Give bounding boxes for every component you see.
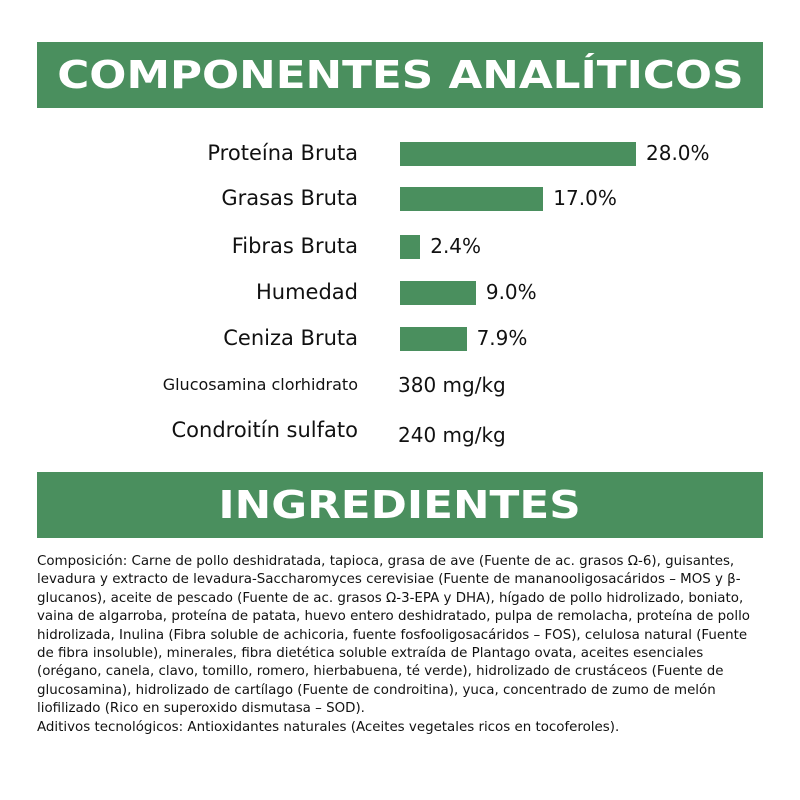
ingredients-banner [37,472,763,538]
bar-value: 17.0% [553,186,617,210]
analytic-components-title: COMPONENTES ANALÍTICOS [56,53,744,97]
bar-value: 9.0% [485,280,537,304]
row-grasas [0,178,800,218]
ingredients-text [37,553,765,737]
bar [400,235,420,259]
bar-label: Grasas Bruta [221,186,358,210]
bar-value: 28.0% [646,141,710,165]
bar-label: Ceniza Bruta [223,326,358,350]
bar-label: Proteína Bruta [207,141,358,165]
bar [400,142,636,166]
bar-label: Fibras Bruta [231,234,358,258]
extra-label: Glucosamina clorhidrato [162,375,358,394]
additives-paragraph: Aditivos tecnológicos: Antioxidantes naturales (Aceites vegetales ricos en tocoferoles). [37,719,620,735]
extra-label: Condroitín sulfato [171,418,358,442]
row-fibras [0,226,800,266]
row-humedad [0,272,800,312]
bar [400,281,476,305]
bar-value: 7.9% [476,326,528,350]
row-glucosamina [0,365,800,405]
analytic-components-banner [37,42,763,108]
bar [400,327,467,351]
composition-paragraph: Composición: Carne de pollo deshidratada, tapioca, grasa de ave (Fuente de ac. grasos Ω-6), guisantes, levadura y extracto de levadura-Saccharomyces cerevisiae (Fuente de mananooligosacáridos – MOS y β-glucanos), aceite de pescado (Fuente de ac. grasos Ω-3-EPA y DHA), hígado de pollo hidrolizado, boniato, vaina de algarroba, proteína de patata, huevo entero deshidratado, pulpa de remolacha, proteína de pollo hidrolizada, Inulina (Fibra soluble de achicoria, fuente fosfooligosacáridos – FOS), celulosa natural (Fuente de fibra insoluble), minerales, fibra dietética soluble extraída de Plantago ovata, aceites esenciales (orégano, canela, clavo, tomillo, romero, hierbabuena, té verde), hidrolizado de crustáceos (Fuente de glucosamina), hidrolizado de cartílago (Fuente de condroitina), yuca, concentrado de zumo de melón liofilizado (Rico en superoxido dismutasa – SOD). [37,554,750,717]
bar-value: 2.4% [430,234,482,258]
row-ceniza [0,318,800,358]
extra-value: 380 mg/kg [398,373,506,397]
bar [400,187,543,211]
ingredients-title: INGREDIENTES [218,483,582,527]
row-condroitin [0,410,800,450]
row-proteina [0,133,800,173]
extra-value: 240 mg/kg [398,423,506,447]
bar-label: Humedad [255,280,358,304]
